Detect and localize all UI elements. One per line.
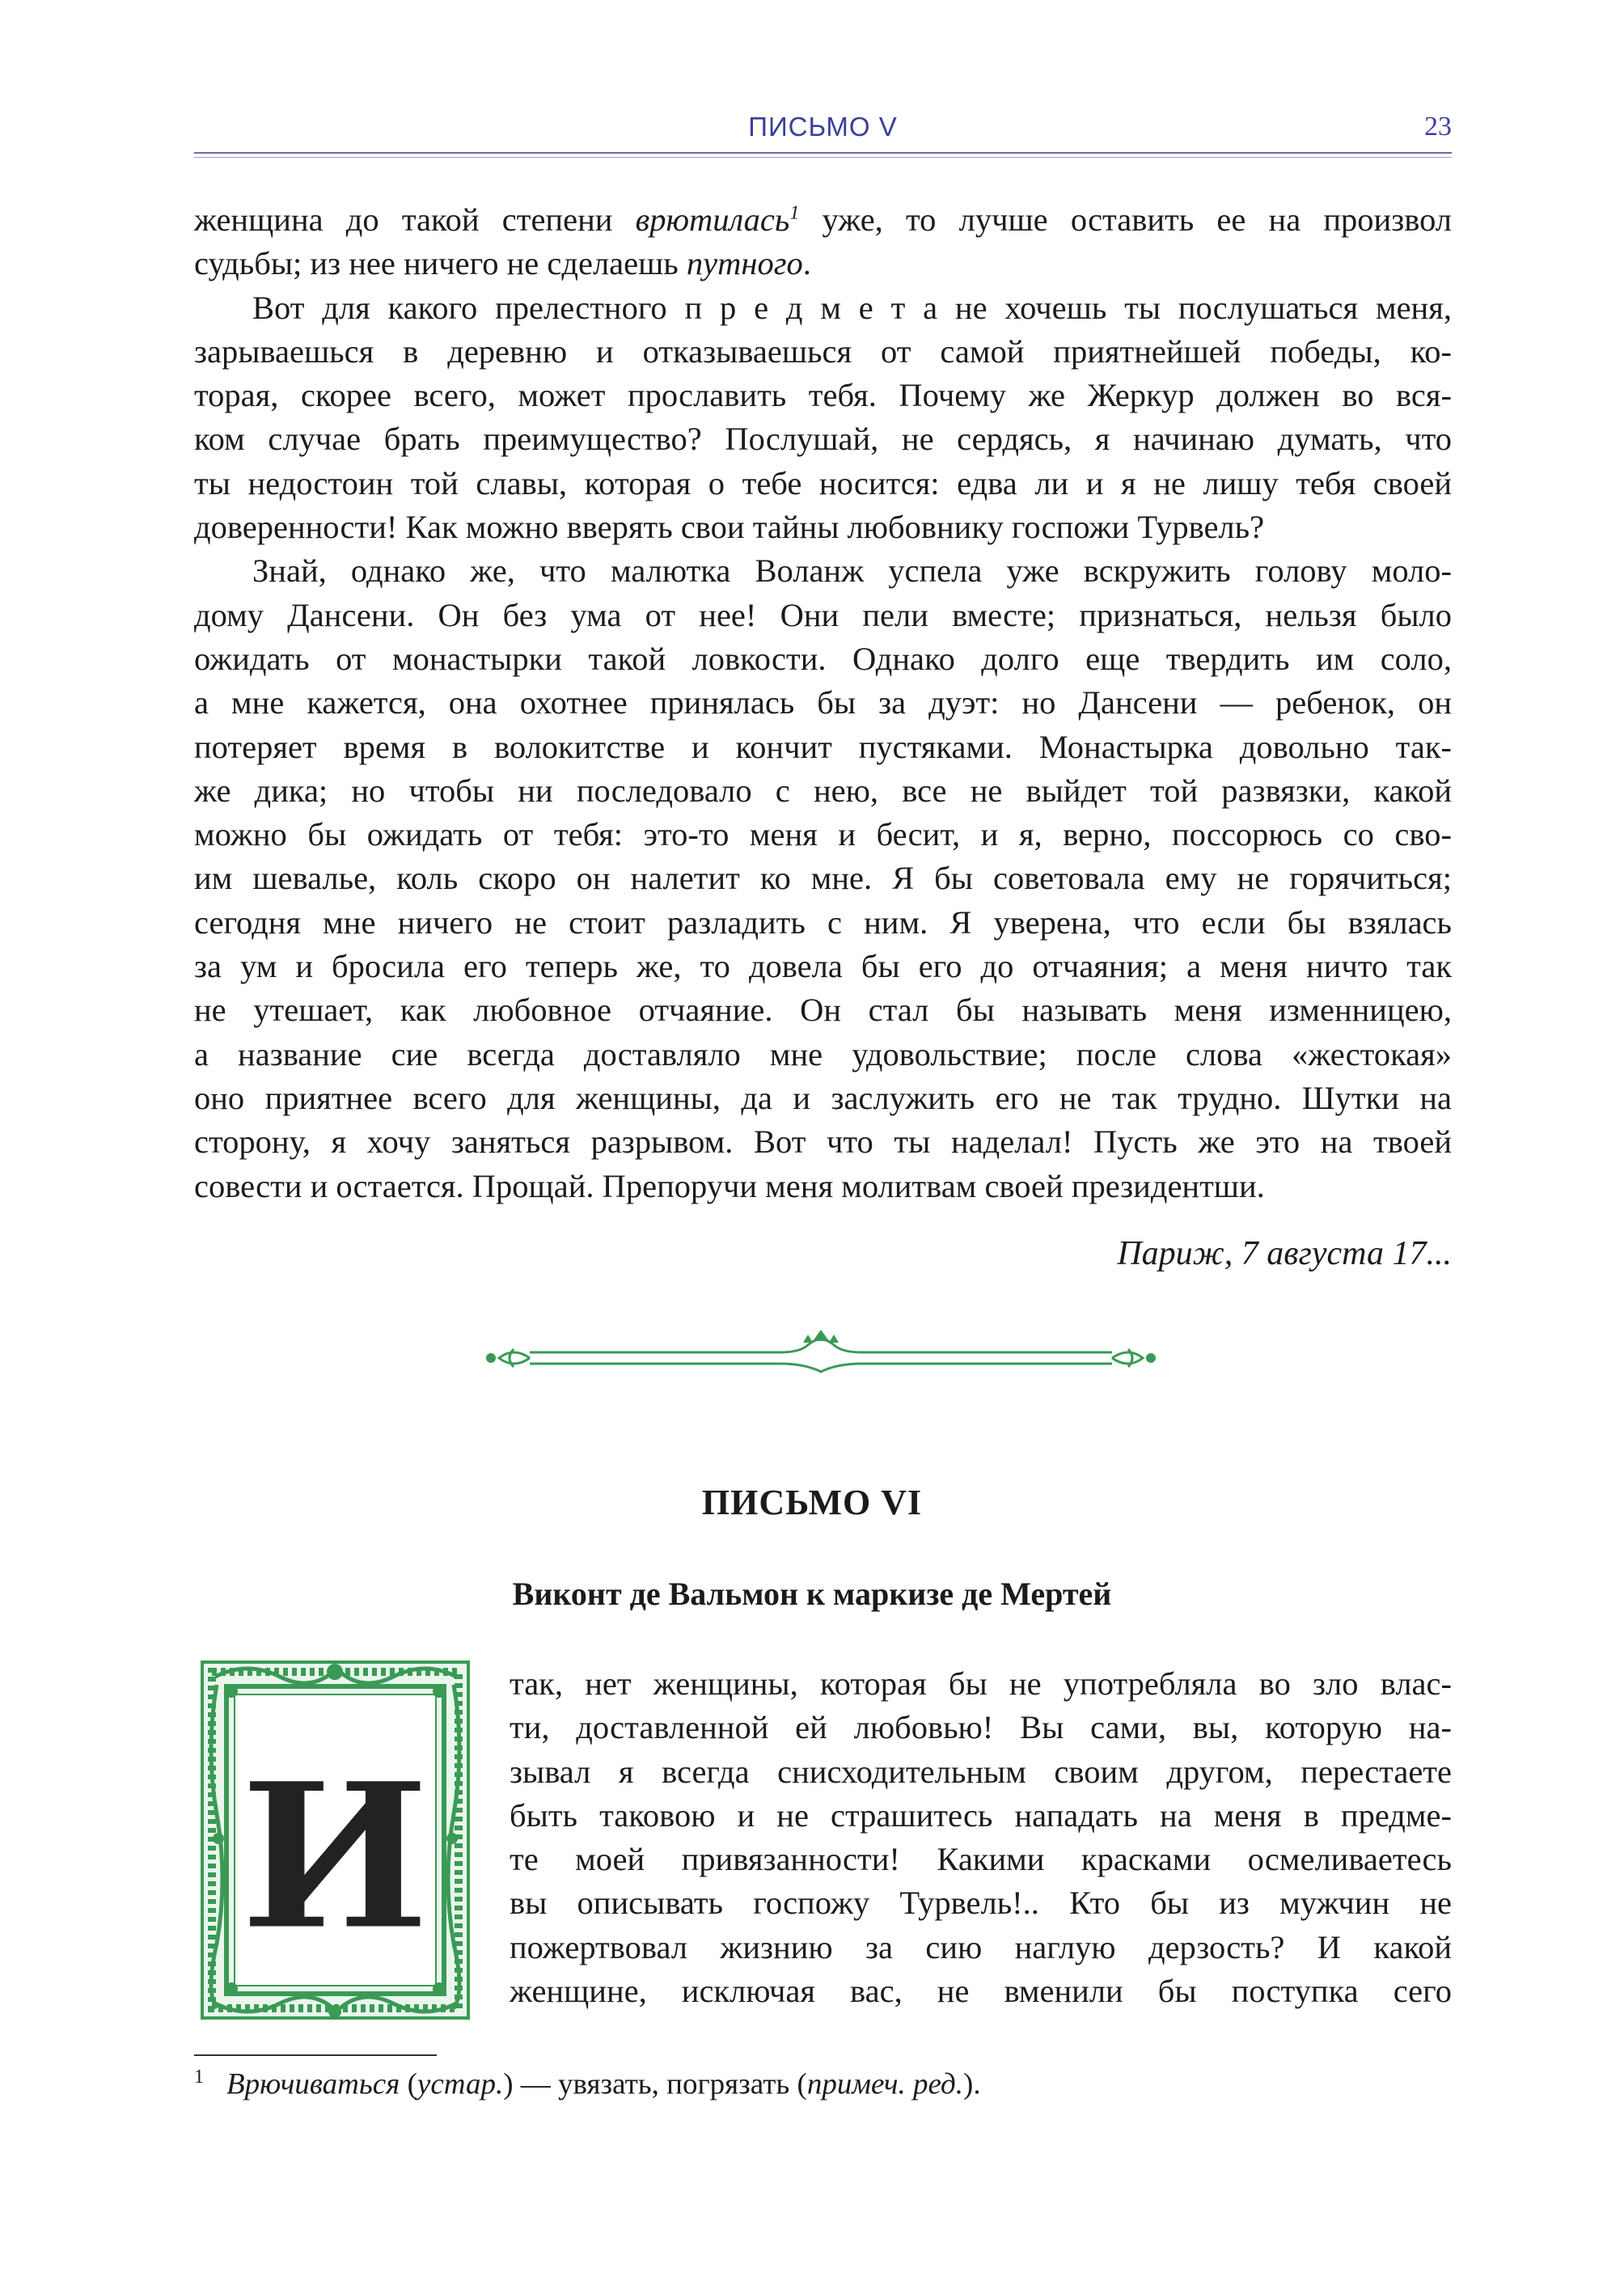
footnote-rule: [194, 2054, 437, 2056]
text-line: дому Дансени. Он без ума от нее! Они пели вместе; признаться, нельзя было: [194, 596, 1452, 633]
text-line: женщина до такой степени врютилась$^1$ уже, то лучше оставить ее на произвол: [194, 201, 1453, 238]
letter-subtitle: Виконт де Вальмон к маркизе де Мертей: [512, 1576, 1112, 1612]
text-line: зарываешься в деревню и отказываешься от самой приятнейшей победы, ко-: [194, 332, 1452, 370]
text-line: потеряет время в волокитстве и кончит пустяками. Монастырка довольно так-: [194, 728, 1452, 765]
text-line: зывал я всегда снисходительным своим другом, перестаете: [510, 1753, 1452, 1790]
text-line: ком случае брать преимущество? Послушай, не сердясь, я начинаю думать, что: [194, 421, 1452, 458]
text-line: Знай, однако же, что малютка Воланж успела уже вскружить голову моло-: [252, 552, 1452, 590]
place-date: Париж, 7 августа 17...: [1117, 1235, 1452, 1272]
text-line: а мне кажется, она охотнее принялась бы за дуэт: но Дансени — ребенок, он: [194, 684, 1452, 721]
letter-title: ПИСЬМО VI: [701, 1483, 923, 1522]
page-number: 23: [1424, 112, 1452, 142]
text-line: а название сие всегда доставляло мне удовольствие; после слова «жестокая»: [194, 1035, 1452, 1072]
text-line: судьбы; из нее ничего не сделаешь путного.: [194, 245, 811, 282]
text-line: ты недостоин той славы, которая о тебе носится: едва ли и я не лишу тебя своей: [194, 464, 1452, 501]
footnote: $^1$ Врючиваться (устар.) — увязать, погрязать (примеч. ред.).: [194, 2067, 981, 2101]
ornamental-divider: [481, 1326, 1161, 1391]
running-head: ПИСЬМО V: [748, 112, 898, 142]
text-line: те моей привязанности! Какими красками осмеливаетесь: [510, 1841, 1452, 1878]
dropcap-letter: И: [239, 1737, 431, 1975]
footnote-mark: 1: [194, 2067, 204, 2088]
dropcap-frame: [199, 1652, 472, 2028]
text-line: доверенности! Как можно вверять свои тайны любовнику госпожи Турвель?: [194, 509, 1265, 546]
text-line: сегодня мне ничего не стоит разладить с ним. Я уверена, что если бы взялась: [194, 903, 1452, 941]
header-rule: [194, 152, 1452, 154]
text-line: же дика; но чтобы ни последовало с нею, все не выйдет той развязки, какой: [194, 772, 1452, 809]
text-line: быть таковою и не страшитесь нападать на меня в предме-: [510, 1796, 1452, 1834]
footnote-ref: 1: [789, 202, 800, 224]
letter-5-text: [194, 198, 1452, 1208]
text-line: за ум и бросила его теперь же, то довела бы его до отчаяния; а меня ничто так: [194, 948, 1452, 985]
text-line: Вот для какого прелестного п р е д м е т а не хочешь ты послушаться меня,: [252, 289, 1452, 326]
text-line: оно приятнее всего для женщины, да и заслужить его не так трудно. Шутки на: [194, 1079, 1452, 1116]
text-line: ти, доставленной ей любовью! Вы сами, вы, которую на-: [510, 1709, 1452, 1746]
text-line: торая, скорее всего, может прославить тебя. Почему же Жеркур должен во вся-: [194, 377, 1452, 414]
text-line: совести и остается. Прощай. Препоручи меня молитвам своей президентши.: [194, 1167, 1265, 1204]
text-line: пожертвовал жизнию за сию наглую дерзость? И какой: [510, 1928, 1452, 1965]
text-line: вы описывать госпожу Турвель!.. Кто бы из мужчин не: [510, 1885, 1452, 1922]
letter-6-text: [510, 1662, 1452, 2013]
page-header: [194, 112, 1452, 154]
text-line: не утешает, как любовное отчаяние. Он стал бы называть меня изменницею,: [194, 992, 1452, 1029]
text-line: можно бы ожидать от тебя: это-то меня и бесит, и я, верно, поссорюсь со сво-: [194, 816, 1452, 853]
text-line: так, нет женщины, которая бы не употребляла во зло влас-: [510, 1665, 1452, 1702]
text-line: сторону, я хочу заняться разрывом. Вот что ты наделал! Пусть же это на твоей: [194, 1123, 1452, 1161]
header-rule-thin: [194, 157, 1452, 158]
text-line: ожидать от монастырки такой ловкости. Однако долго еще твердить им соло,: [194, 640, 1452, 677]
text-line: женщине, исключая вас, не вменили бы поступка сего: [510, 1973, 1452, 2010]
text-line: им шевалье, коль скоро он налетит ко мне. Я бы советовала ему не горячиться;: [194, 860, 1452, 897]
